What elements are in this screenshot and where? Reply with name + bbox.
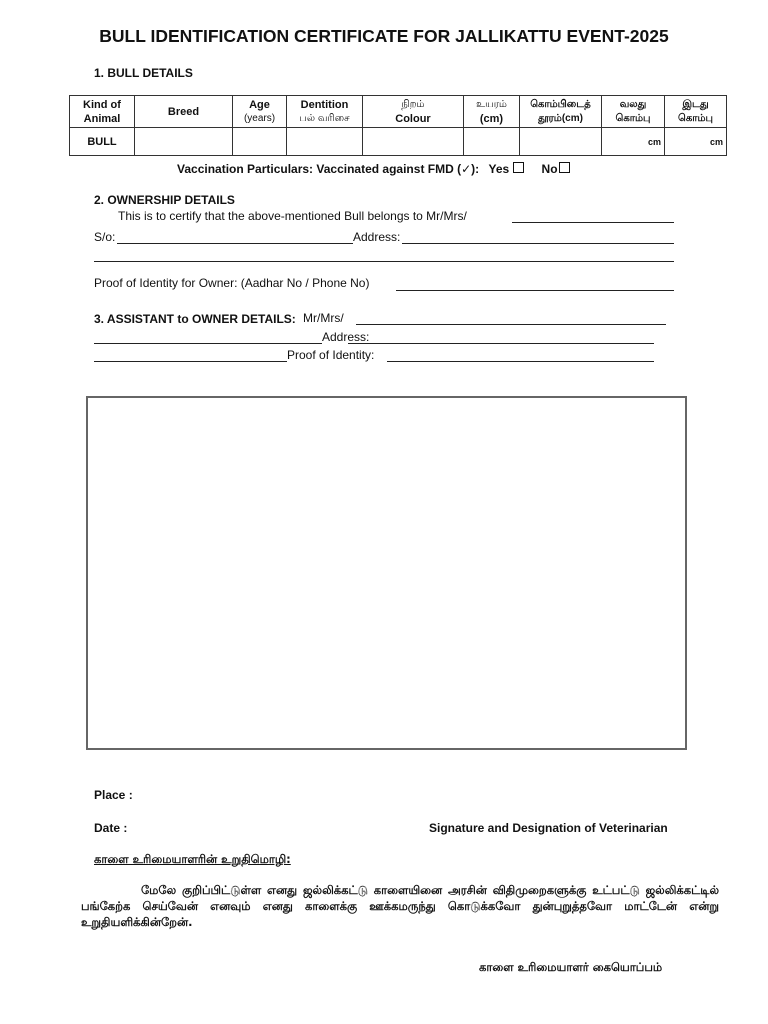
assistant-address-field[interactable] [348, 343, 654, 344]
bull-photo-box[interactable] [86, 396, 687, 750]
certify-text: This is to certify that the above-mentioned Bull belongs to Mr/Mrs/ [118, 209, 467, 223]
owner-declaration-text: மேலே குறிப்பிட்டுள்ள எனது ஜல்லிக்கட்டு காளையினை அரசின் விதிமுறைகளுக்கு உட்பட்டு ஜல்லிக்கட்டில் பங்கேற்க செய்வேன் எனவும் எனது காளைக்கு ஊக்கமருந்து கொடுக்கவோ துன்புறுத்தவோ மாட்டேன் என்று உறுதியளிக்கின்றேன். [81, 883, 719, 929]
so-field[interactable] [117, 243, 353, 244]
cell-left-horn[interactable]: cm [665, 128, 727, 156]
assistant-proof-field[interactable] [387, 361, 654, 362]
cell-horn-distance[interactable] [520, 128, 602, 156]
assistant-address-label: Address: [322, 330, 370, 344]
vaccination-row [177, 162, 570, 176]
owner-proof-label: Proof of Identity for Owner: (Aadhar No / Phone No) [94, 276, 370, 290]
veterinarian-signature-label: Signature and Designation of Veterinarian [429, 821, 668, 835]
assistant-field-line2[interactable] [94, 343, 322, 344]
owner-address-field[interactable] [402, 243, 674, 244]
bull-details-heading: 1. BULL DETAILS [94, 66, 193, 80]
cell-kind: BULL [70, 128, 135, 156]
ownership-heading: 2. OWNERSHIP DETAILS [94, 193, 235, 207]
assistant-name-label: Mr/Mrs/ [303, 311, 344, 325]
table-header-row [70, 96, 727, 128]
vaccination-yes-checkbox[interactable] [513, 162, 524, 173]
vaccination-yes-label: Yes [488, 162, 510, 176]
header-left-horn: இடது கொம்பு [665, 96, 727, 128]
owner-address-label: Address: [353, 230, 401, 244]
owner-address-field-line2[interactable] [94, 261, 674, 262]
assistant-name-field[interactable] [356, 324, 666, 325]
header-kind-of-animal: Kind of Animal [70, 96, 135, 128]
assistant-proof-label: Proof of Identity: [287, 348, 375, 362]
header-age: Age (years) [233, 96, 287, 128]
header-height: உயரம் (cm) [464, 96, 520, 128]
table-data-row [70, 128, 727, 156]
date-label: Date : [94, 821, 128, 835]
header-horn-distance: கொம்பிடைத் தூரம்(cm) [520, 96, 602, 128]
assistant-field-line3[interactable] [94, 361, 287, 362]
header-dentition: Dentition பல் வரிசை [287, 96, 363, 128]
vaccination-label: Vaccination Particulars: Vaccinated against FMD (✓): [177, 162, 480, 176]
cell-right-horn[interactable]: cm [602, 128, 665, 156]
header-right-horn: வலது கொம்பு [602, 96, 665, 128]
cell-age[interactable] [233, 128, 287, 156]
header-colour: நிறம் Colour [363, 96, 464, 128]
vaccination-no-label: No [541, 162, 558, 176]
owner-declaration-heading: காளை உரிமையாளரின் உறுதிமொழி: [94, 852, 291, 866]
cell-colour[interactable] [363, 128, 464, 156]
place-label: Place : [94, 788, 133, 802]
cell-height[interactable] [464, 128, 520, 156]
owner-signature-label: காளை உரிமையாளர் கையொப்பம் [479, 960, 663, 974]
bull-details-table [69, 95, 727, 156]
cell-dentition[interactable] [287, 128, 363, 156]
so-label: S/o: [94, 230, 116, 244]
assistant-heading: 3. ASSISTANT to OWNER DETAILS: [94, 312, 296, 326]
vaccination-no-checkbox[interactable] [559, 162, 570, 173]
cell-breed[interactable] [135, 128, 233, 156]
owner-proof-field[interactable] [396, 290, 674, 291]
header-breed: Breed [135, 96, 233, 128]
certificate-title: BULL IDENTIFICATION CERTIFICATE FOR JALLIKATTU EVENT-2025 [99, 26, 669, 46]
owner-name-field[interactable] [512, 222, 674, 223]
